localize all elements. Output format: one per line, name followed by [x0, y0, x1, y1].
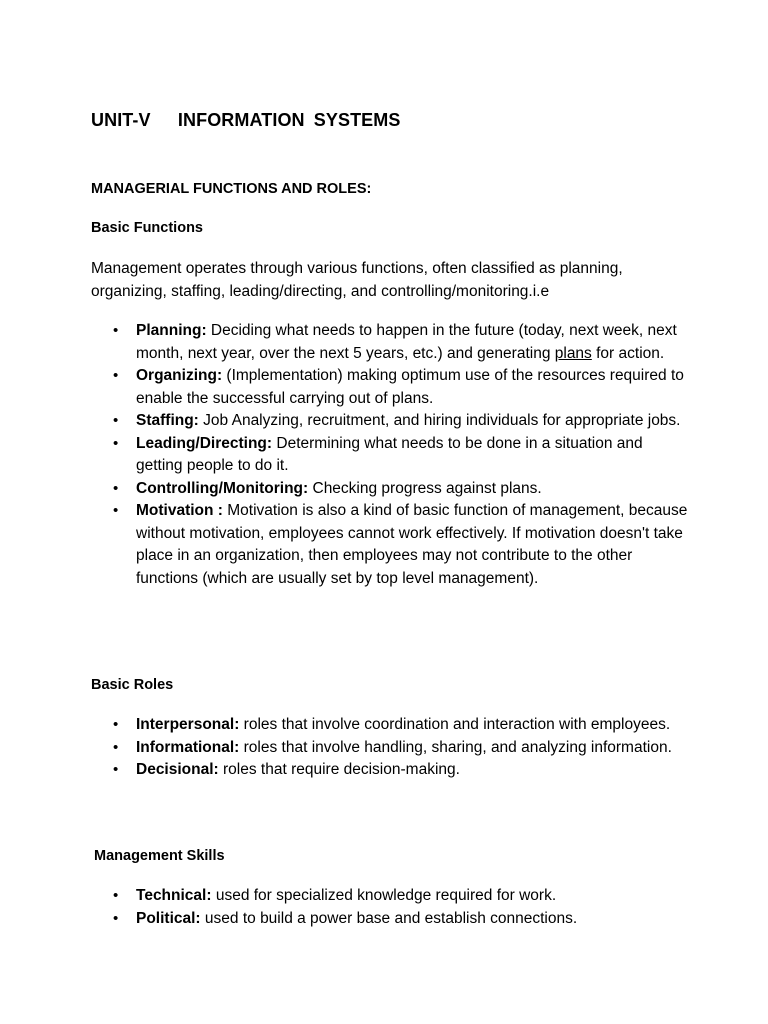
document-title: UNIT-V INFORMATION SYSTEMS	[91, 110, 401, 130]
basic-roles-heading: Basic Roles	[91, 677, 174, 693]
list-item-informational	[91, 737, 691, 760]
bullet-icon: •	[113, 434, 119, 452]
informational-text: roles that involve handling, sharing, and analyzing information.	[239, 738, 672, 756]
leading-text: Determining what needs to be done in a situation and getting people to do it.	[136, 434, 643, 474]
bullet-icon: •	[113, 909, 119, 927]
basic-roles-list	[91, 714, 691, 782]
term-planning: Planning:	[136, 322, 207, 339]
list-item-planning	[91, 320, 691, 365]
organizing-text: (Implementation) making optimum use of the resources required to enable the successful carrying out of plans.	[136, 367, 684, 407]
term-informational: Informational:	[136, 738, 240, 756]
planning-text-after: for action.	[591, 344, 665, 362]
bullet-icon: •	[113, 412, 119, 429]
term-staffing: Staffing:	[136, 412, 199, 429]
bullet-icon: •	[113, 367, 119, 384]
bullet-icon: •	[113, 502, 119, 519]
term-motivation: Motivation :	[136, 502, 223, 519]
term-interpersonal: Interpersonal:	[136, 716, 240, 733]
planning-text-before: Deciding what needs to happen in the future (today, next week, next month, next year, over the next 5 years, etc.) and generating	[136, 322, 677, 362]
term-technical: Technical:	[136, 887, 212, 904]
list-item-interpersonal	[91, 714, 691, 737]
decisional-text: roles that require decision-making.	[218, 761, 460, 778]
basic-functions-intro: Management operates through various functions, often classified as planning, organizing, staffing, leading/directing, and controlling/monitoring.i.e	[91, 260, 623, 300]
list-item-motivation	[91, 500, 691, 590]
list-item-organizing	[91, 365, 691, 410]
bullet-icon: •	[113, 738, 119, 756]
list-item-controlling	[91, 478, 691, 501]
plans-link[interactable]: plans	[554, 344, 592, 362]
management-skills-heading: Management Skills	[94, 848, 225, 864]
bullet-icon: •	[113, 716, 119, 733]
bullet-icon: •	[113, 479, 119, 497]
term-controlling: Controlling/Monitoring:	[136, 479, 309, 497]
term-decisional: Decisional:	[136, 761, 219, 778]
list-item-decisional	[91, 759, 691, 782]
list-item-technical	[91, 885, 691, 908]
section-heading: MANAGERIAL FUNCTIONS AND ROLES:	[91, 181, 372, 197]
basic-functions-list	[91, 320, 691, 590]
technical-text: used for specialized knowledge required for work.	[211, 887, 557, 904]
term-organizing: Organizing:	[136, 367, 223, 384]
term-political: Political:	[136, 909, 201, 927]
list-item-political	[91, 908, 691, 931]
controlling-text: Checking progress against plans.	[308, 479, 542, 497]
bullet-icon: •	[113, 322, 119, 339]
motivation-text: Motivation is also a kind of basic function of management, because without motivation, employees cannot work effectively. If motivation doesn't take place in an organization, then employees may not contribute to the other functions (which are usually set by top level management).	[136, 502, 688, 587]
term-leading: Leading/Directing:	[136, 434, 273, 452]
bullet-icon: •	[113, 887, 119, 904]
list-item-staffing	[91, 410, 691, 433]
management-skills-list	[91, 885, 691, 930]
list-item-leading	[91, 433, 691, 478]
political-text: used to build a power base and establish connections.	[200, 909, 578, 927]
bullet-icon: •	[113, 761, 119, 778]
interpersonal-text: roles that involve coordination and interaction with employees.	[239, 716, 671, 733]
basic-functions-heading: Basic Functions	[91, 220, 203, 236]
staffing-text: Job Analyzing, recruitment, and hiring individuals for appropriate jobs.	[198, 412, 681, 429]
